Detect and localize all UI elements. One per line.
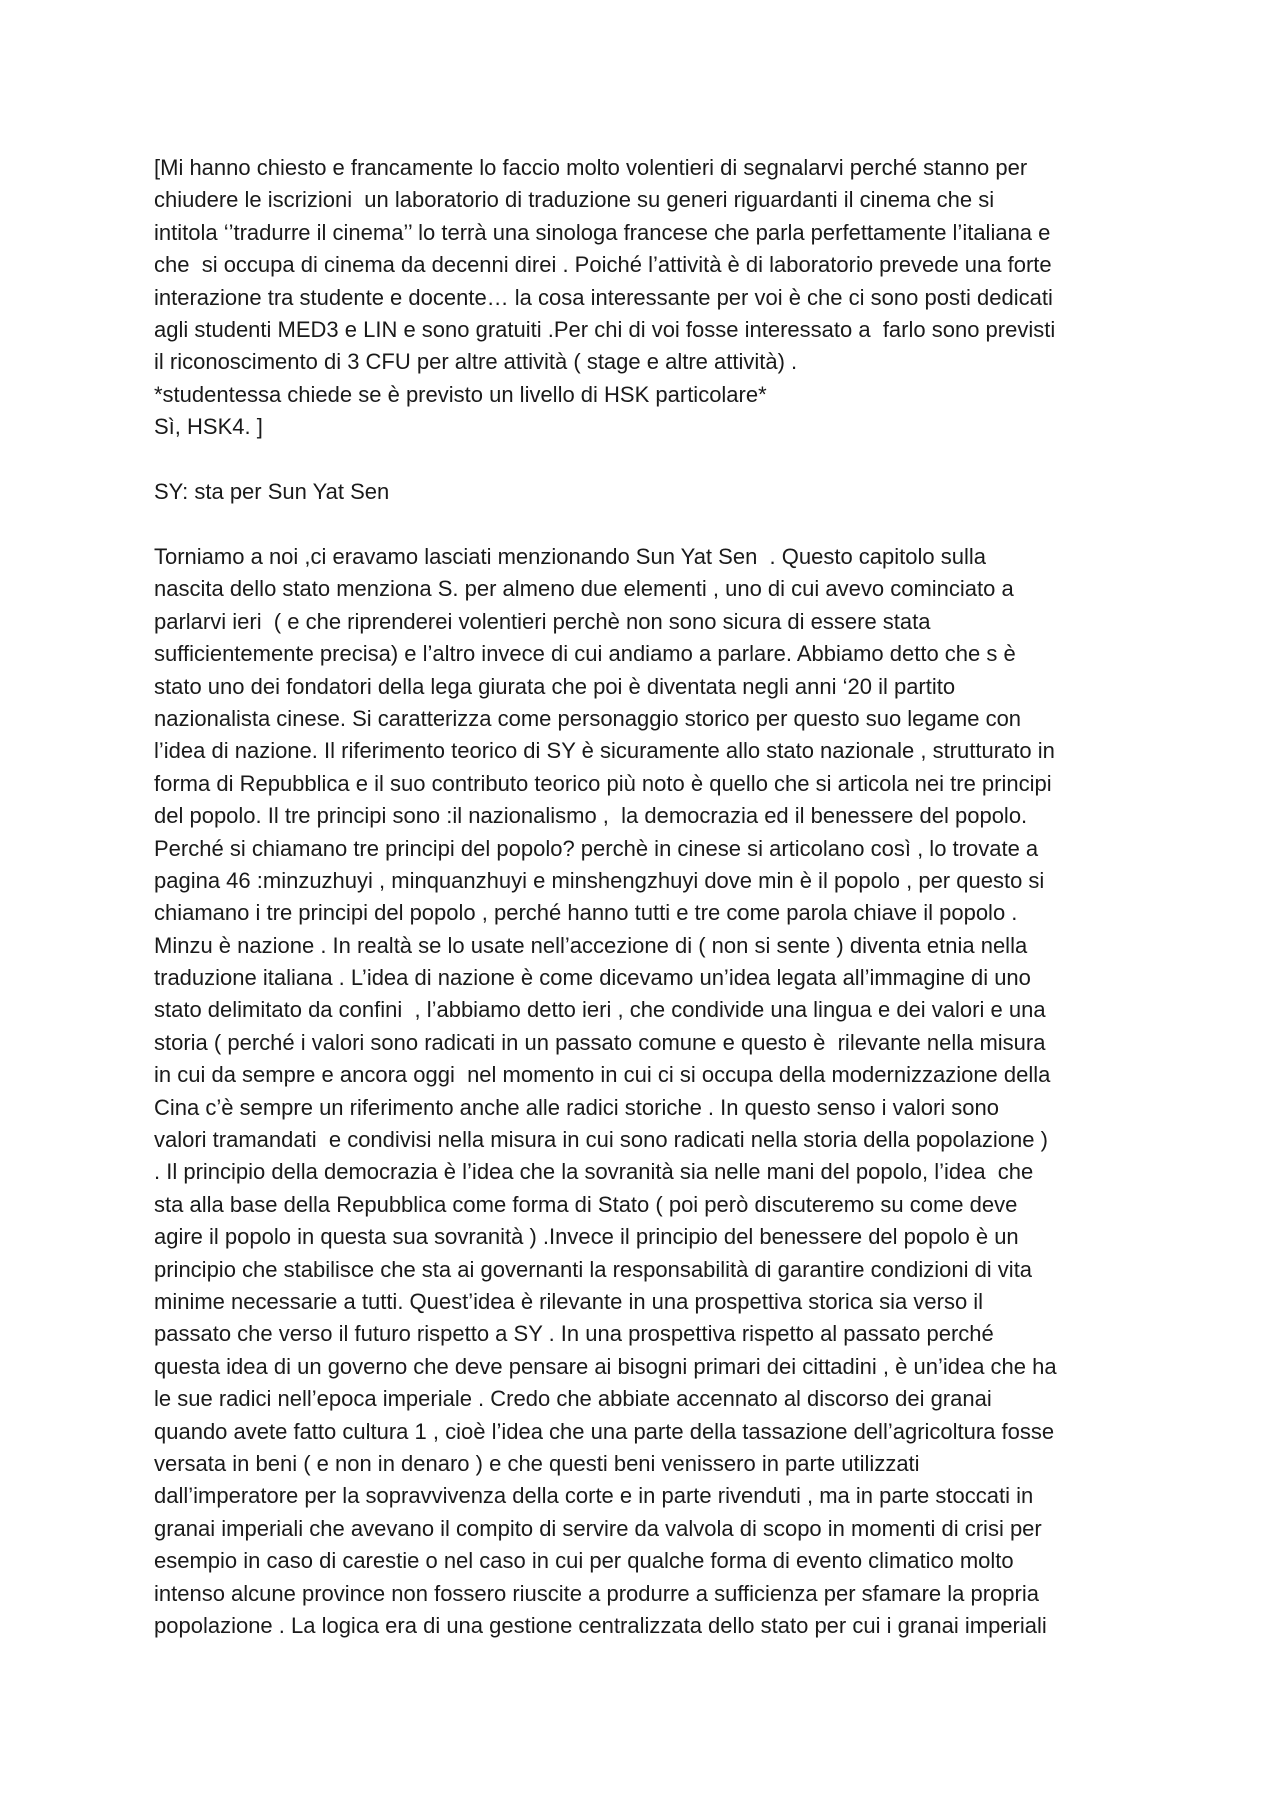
text-line: Perché si chiamano tre principi del popolo? perchè in cinese si articolano così , lo trovate a bbox=[154, 835, 1039, 861]
text-line: granai imperiali che avevano il compito di servire da valvola di scopo in momenti di crisi per bbox=[154, 1515, 1042, 1541]
text-line: intenso alcune province non fossero riuscite a produrre a sufficienza per sfamare la propria bbox=[154, 1580, 1039, 1606]
text-line: esempio in caso di carestie o nel caso in cui per qualche forma di evento climatico molto bbox=[154, 1548, 1014, 1574]
text-line: Torniamo a noi ,ci eravamo lasciati menzionando Sun Yat Sen . Questo capitolo sulla bbox=[154, 544, 986, 569]
text-line: versata in beni ( e non in denaro ) e che questi beni venissero in parte utilizzati bbox=[154, 1450, 920, 1476]
text-line: le sue radici nell’epoca imperiale . Credo che abbiate accennato al discorso dei granai bbox=[154, 1386, 992, 1412]
text-line: l’idea di nazione. Il riferimento teorico di SY è sicuramente allo stato nazionale , strutturato in bbox=[154, 738, 1055, 764]
text-line: Sì, HSK4. ] bbox=[154, 414, 263, 440]
text-line: passato che verso il futuro rispetto a SY . In una prospettiva rispetto al passato perché bbox=[154, 1321, 994, 1347]
text-line: . Il principio della democrazia è l’idea che la sovranità sia nelle mani del popolo, l’idea che bbox=[154, 1159, 1034, 1185]
text-line: che si occupa di cinema da decenni direi . Poiché l’attività è di laboratorio prevede una forte bbox=[154, 252, 1052, 278]
text-line: nazionalista cinese. Si caratterizza come personaggio storico per questo suo legame con bbox=[154, 705, 1022, 731]
text-line: principio che stabilisce che sta ai governanti la responsabilità di garantire condizioni di vita bbox=[154, 1256, 1033, 1282]
text-line: sufficientemente precisa) e l’altro invece di cui andiamo a parlare. Abbiamo detto che s è bbox=[154, 641, 1016, 667]
text-line: popolazione . La logica era di una gestione centralizzata dello stato per cui i granai imperiali bbox=[154, 1612, 1047, 1638]
text-line: sta alla base della Repubblica come forma di Stato ( poi però discuteremo su come deve bbox=[154, 1191, 1018, 1217]
text-line: stato uno dei fondatori della lega giurata che poi è diventata negli anni ‘20 il partito bbox=[154, 673, 956, 699]
lecture-paragraph bbox=[154, 541, 1154, 1642]
text-line: chiamano i tre principi del popolo , perché hanno tutti e tre come parola chiave il popolo . bbox=[154, 900, 1018, 926]
text-line: agire il popolo in questa sua sovranità ) .Invece il principio del benessere del popolo è un bbox=[154, 1224, 1019, 1250]
text-line: chiudere le iscrizioni un laboratorio di traduzione su generi riguardanti il cinema che si bbox=[154, 187, 995, 213]
text-line: [Mi hanno chiesto e francamente lo faccio molto volentieri di segnalarvi perché stanno per bbox=[154, 155, 1028, 180]
text-line: parlarvi ieri ( e che riprenderei volentieri perchè non sono sicura di essere stata bbox=[154, 608, 931, 634]
text-line: valori tramandati e condivisi nella misura in cui sono radicati nella storia della popolazione ) bbox=[154, 1127, 1048, 1153]
text-line: Minzu è nazione . In realtà se lo usate nell’accezione di ( non si sente ) diventa etnia nella bbox=[154, 932, 1028, 958]
text-line: stato delimitato da confini , l’abbiamo detto ieri , che condivide una lingua e dei valori e una bbox=[154, 997, 1046, 1023]
text-line: nascita dello stato menziona S. per almeno due elementi , uno di cui avevo cominciato a bbox=[154, 576, 1014, 602]
text-line: intitola ‘’tradurre il cinema’’ lo terrà una sinologa francese che parla perfettamente l’italiana e bbox=[154, 219, 1051, 245]
text-line: traduzione italiana . L’idea di nazione è come dicevamo un’idea legata all’immagine di uno bbox=[154, 965, 1031, 991]
text-line: Cina c’è sempre un riferimento anche alle radici storiche . In questo senso i valori sono bbox=[154, 1094, 999, 1120]
text-line: forma di Repubblica e il suo contributo teorico più noto è quello che si articola nei tre principi bbox=[154, 770, 1052, 796]
abbreviation-note bbox=[154, 476, 1154, 508]
text-line: interazione tra studente e docente… la cosa interessante per voi è che ci sono posti dedicati bbox=[154, 284, 1053, 310]
text-line: agli studenti MED3 e LIN e sono gratuiti .Per chi di voi fosse interessato a farlo sono previsti bbox=[154, 316, 1056, 342]
text-line: storia ( perché i valori sono radicati in un passato comune e questo è rilevante nella misura bbox=[154, 1029, 1046, 1055]
text-line: questa idea di un governo che deve pensare ai bisogni primari dei cittadini , è un’idea che ha bbox=[154, 1353, 1057, 1379]
text-line: il riconoscimento di 3 CFU per altre attività ( stage e altre attività) . bbox=[154, 349, 798, 375]
text-line: SY: sta per Sun Yat Sen bbox=[154, 479, 390, 504]
text-line: del popolo. Il tre principi sono :il nazionalismo , la democrazia ed il benessere del popolo. bbox=[154, 803, 1028, 829]
text-line: dall’imperatore per la sopravvivenza della corte e in parte rivenduti , ma in parte stoccati in bbox=[154, 1483, 1034, 1509]
text-line: *studentessa chiede se è previsto un livello di HSK particolare* bbox=[154, 381, 767, 407]
text-line: minime necessarie a tutti. Quest’idea è rilevante in una prospettiva storica sia verso il bbox=[154, 1288, 984, 1314]
text-line: in cui da sempre e ancora oggi nel momento in cui ci si occupa della modernizzazione della bbox=[154, 1062, 1051, 1088]
text-line: quando avete fatto cultura 1 , cioè l’idea che una parte della tassazione dell’agricoltura fosse bbox=[154, 1418, 1055, 1444]
text-line: pagina 46 :minzuzhuyi , minquanzhuyi e minshengzhuyi dove min è il popolo , per questo si bbox=[154, 867, 1045, 893]
announcement-paragraph bbox=[154, 152, 1154, 444]
